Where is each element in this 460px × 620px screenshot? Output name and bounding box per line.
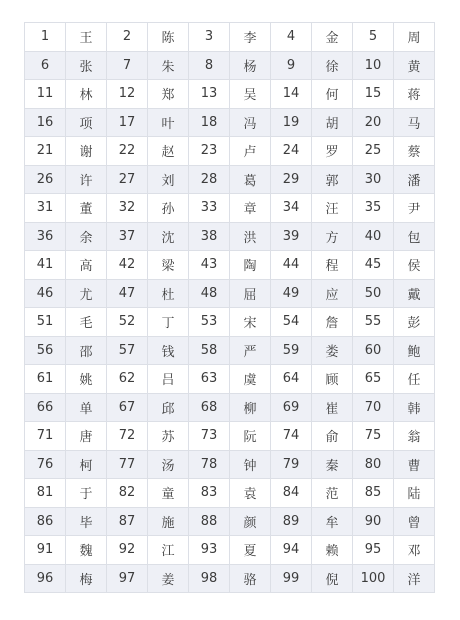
surname-cell: 项 xyxy=(66,108,107,137)
rank-number-cell: 45 xyxy=(353,251,394,280)
rank-number-cell: 90 xyxy=(353,507,394,536)
rank-number-cell: 25 xyxy=(353,137,394,166)
surname-cell: 周 xyxy=(394,23,435,52)
surname-cell: 秦 xyxy=(312,450,353,479)
surname-cell: 屈 xyxy=(230,279,271,308)
table-row xyxy=(25,393,435,422)
rank-number-cell: 78 xyxy=(189,450,230,479)
rank-number-cell: 58 xyxy=(189,336,230,365)
surname-cell: 余 xyxy=(66,222,107,251)
rank-number-cell: 17 xyxy=(107,108,148,137)
surname-cell: 严 xyxy=(230,336,271,365)
surname-cell: 崔 xyxy=(312,393,353,422)
surname-cell: 韩 xyxy=(394,393,435,422)
rank-number-cell: 96 xyxy=(25,564,66,593)
surname-cell: 高 xyxy=(66,251,107,280)
surname-cell: 洪 xyxy=(230,222,271,251)
surname-cell: 张 xyxy=(66,51,107,80)
rank-number-cell: 56 xyxy=(25,336,66,365)
rank-number-cell: 40 xyxy=(353,222,394,251)
surname-cell: 柳 xyxy=(230,393,271,422)
surname-cell: 侯 xyxy=(394,251,435,280)
surname-cell: 朱 xyxy=(148,51,189,80)
rank-number-cell: 71 xyxy=(25,422,66,451)
table-row xyxy=(25,51,435,80)
rank-number-cell: 83 xyxy=(189,479,230,508)
surname-cell: 虞 xyxy=(230,365,271,394)
surname-cell: 何 xyxy=(312,80,353,109)
surname-cell: 金 xyxy=(312,23,353,52)
rank-number-cell: 5 xyxy=(353,23,394,52)
rank-number-cell: 60 xyxy=(353,336,394,365)
surname-cell: 江 xyxy=(148,536,189,565)
surname-cell: 鲍 xyxy=(394,336,435,365)
rank-number-cell: 23 xyxy=(189,137,230,166)
table-row xyxy=(25,422,435,451)
surname-cell: 杨 xyxy=(230,51,271,80)
table-row xyxy=(25,308,435,337)
rank-number-cell: 61 xyxy=(25,365,66,394)
surname-cell: 梁 xyxy=(148,251,189,280)
rank-number-cell: 19 xyxy=(271,108,312,137)
surname-cell: 施 xyxy=(148,507,189,536)
surname-cell: 任 xyxy=(394,365,435,394)
table-row xyxy=(25,564,435,593)
rank-number-cell: 13 xyxy=(189,80,230,109)
table-row xyxy=(25,23,435,52)
rank-number-cell: 11 xyxy=(25,80,66,109)
surname-cell: 牟 xyxy=(312,507,353,536)
surname-cell: 唐 xyxy=(66,422,107,451)
surname-cell: 孙 xyxy=(148,194,189,223)
rank-number-cell: 69 xyxy=(271,393,312,422)
surname-cell: 方 xyxy=(312,222,353,251)
surname-cell: 许 xyxy=(66,165,107,194)
table-row xyxy=(25,479,435,508)
rank-number-cell: 95 xyxy=(353,536,394,565)
surname-cell: 董 xyxy=(66,194,107,223)
rank-number-cell: 67 xyxy=(107,393,148,422)
surname-cell: 曹 xyxy=(394,450,435,479)
surname-cell: 钟 xyxy=(230,450,271,479)
surname-cell: 叶 xyxy=(148,108,189,137)
rank-number-cell: 35 xyxy=(353,194,394,223)
surname-cell: 洋 xyxy=(394,564,435,593)
surname-cell: 郑 xyxy=(148,80,189,109)
rank-number-cell: 21 xyxy=(25,137,66,166)
table-row xyxy=(25,536,435,565)
rank-number-cell: 9 xyxy=(271,51,312,80)
rank-number-cell: 15 xyxy=(353,80,394,109)
surname-cell: 阮 xyxy=(230,422,271,451)
rank-number-cell: 50 xyxy=(353,279,394,308)
rank-number-cell: 18 xyxy=(189,108,230,137)
rank-number-cell: 92 xyxy=(107,536,148,565)
surname-cell: 柯 xyxy=(66,450,107,479)
table-row xyxy=(25,194,435,223)
rank-number-cell: 48 xyxy=(189,279,230,308)
table-body xyxy=(25,23,435,593)
rank-number-cell: 27 xyxy=(107,165,148,194)
rank-number-cell: 72 xyxy=(107,422,148,451)
rank-number-cell: 94 xyxy=(271,536,312,565)
surname-cell: 林 xyxy=(66,80,107,109)
rank-number-cell: 87 xyxy=(107,507,148,536)
rank-number-cell: 22 xyxy=(107,137,148,166)
rank-number-cell: 81 xyxy=(25,479,66,508)
rank-number-cell: 28 xyxy=(189,165,230,194)
rank-number-cell: 82 xyxy=(107,479,148,508)
surname-cell: 徐 xyxy=(312,51,353,80)
rank-number-cell: 34 xyxy=(271,194,312,223)
surname-cell: 魏 xyxy=(66,536,107,565)
rank-number-cell: 51 xyxy=(25,308,66,337)
surname-cell: 袁 xyxy=(230,479,271,508)
surname-cell: 汤 xyxy=(148,450,189,479)
table-row xyxy=(25,80,435,109)
surname-cell: 冯 xyxy=(230,108,271,137)
surname-cell: 钱 xyxy=(148,336,189,365)
rank-number-cell: 29 xyxy=(271,165,312,194)
rank-number-cell: 100 xyxy=(353,564,394,593)
table-row xyxy=(25,279,435,308)
surname-cell: 卢 xyxy=(230,137,271,166)
rank-number-cell: 37 xyxy=(107,222,148,251)
rank-number-cell: 73 xyxy=(189,422,230,451)
rank-number-cell: 7 xyxy=(107,51,148,80)
rank-number-cell: 65 xyxy=(353,365,394,394)
surname-cell: 胡 xyxy=(312,108,353,137)
rank-number-cell: 97 xyxy=(107,564,148,593)
surname-cell: 陶 xyxy=(230,251,271,280)
table-row xyxy=(25,450,435,479)
rank-number-cell: 53 xyxy=(189,308,230,337)
surname-cell: 潘 xyxy=(394,165,435,194)
rank-number-cell: 31 xyxy=(25,194,66,223)
rank-number-cell: 30 xyxy=(353,165,394,194)
rank-number-cell: 39 xyxy=(271,222,312,251)
surname-cell: 于 xyxy=(66,479,107,508)
rank-number-cell: 4 xyxy=(271,23,312,52)
rank-number-cell: 3 xyxy=(189,23,230,52)
table-row xyxy=(25,222,435,251)
surname-cell: 蒋 xyxy=(394,80,435,109)
rank-number-cell: 46 xyxy=(25,279,66,308)
rank-number-cell: 43 xyxy=(189,251,230,280)
surname-cell: 邵 xyxy=(66,336,107,365)
surname-cell: 汪 xyxy=(312,194,353,223)
rank-number-cell: 32 xyxy=(107,194,148,223)
rank-number-cell: 91 xyxy=(25,536,66,565)
rank-number-cell: 86 xyxy=(25,507,66,536)
rank-number-cell: 49 xyxy=(271,279,312,308)
surname-cell: 郭 xyxy=(312,165,353,194)
table-row xyxy=(25,507,435,536)
rank-number-cell: 64 xyxy=(271,365,312,394)
surname-cell: 顾 xyxy=(312,365,353,394)
surname-cell: 梅 xyxy=(66,564,107,593)
surname-cell: 翁 xyxy=(394,422,435,451)
surname-cell: 应 xyxy=(312,279,353,308)
surname-cell: 谢 xyxy=(66,137,107,166)
rank-number-cell: 88 xyxy=(189,507,230,536)
surname-cell: 杜 xyxy=(148,279,189,308)
rank-number-cell: 41 xyxy=(25,251,66,280)
rank-number-cell: 75 xyxy=(353,422,394,451)
surname-cell: 王 xyxy=(66,23,107,52)
table-row xyxy=(25,336,435,365)
rank-number-cell: 79 xyxy=(271,450,312,479)
surname-cell: 苏 xyxy=(148,422,189,451)
surname-cell: 黄 xyxy=(394,51,435,80)
rank-number-cell: 52 xyxy=(107,308,148,337)
rank-number-cell: 38 xyxy=(189,222,230,251)
surname-cell: 宋 xyxy=(230,308,271,337)
rank-number-cell: 89 xyxy=(271,507,312,536)
rank-number-cell: 59 xyxy=(271,336,312,365)
surname-cell: 姜 xyxy=(148,564,189,593)
rank-number-cell: 8 xyxy=(189,51,230,80)
surname-cell: 尹 xyxy=(394,194,435,223)
rank-number-cell: 12 xyxy=(107,80,148,109)
surname-cell: 刘 xyxy=(148,165,189,194)
surname-cell: 童 xyxy=(148,479,189,508)
rank-number-cell: 77 xyxy=(107,450,148,479)
surname-cell: 曾 xyxy=(394,507,435,536)
surname-cell: 李 xyxy=(230,23,271,52)
surname-cell: 毛 xyxy=(66,308,107,337)
rank-number-cell: 80 xyxy=(353,450,394,479)
surname-cell: 尤 xyxy=(66,279,107,308)
rank-number-cell: 24 xyxy=(271,137,312,166)
rank-number-cell: 1 xyxy=(25,23,66,52)
rank-number-cell: 76 xyxy=(25,450,66,479)
surname-cell: 范 xyxy=(312,479,353,508)
surname-cell: 戴 xyxy=(394,279,435,308)
rank-number-cell: 63 xyxy=(189,365,230,394)
surname-cell: 邱 xyxy=(148,393,189,422)
surname-cell: 章 xyxy=(230,194,271,223)
surname-cell: 陈 xyxy=(148,23,189,52)
table-row xyxy=(25,251,435,280)
rank-number-cell: 84 xyxy=(271,479,312,508)
rank-number-cell: 20 xyxy=(353,108,394,137)
surname-cell: 颜 xyxy=(230,507,271,536)
surname-cell: 邓 xyxy=(394,536,435,565)
table-row xyxy=(25,137,435,166)
surname-cell: 娄 xyxy=(312,336,353,365)
rank-number-cell: 42 xyxy=(107,251,148,280)
surname-cell: 骆 xyxy=(230,564,271,593)
surname-cell: 吴 xyxy=(230,80,271,109)
surname-cell: 程 xyxy=(312,251,353,280)
table-row xyxy=(25,108,435,137)
table-row xyxy=(25,165,435,194)
surname-cell: 彭 xyxy=(394,308,435,337)
surname-cell: 姚 xyxy=(66,365,107,394)
surname-ranking-table xyxy=(24,22,435,593)
rank-number-cell: 66 xyxy=(25,393,66,422)
surname-cell: 包 xyxy=(394,222,435,251)
rank-number-cell: 26 xyxy=(25,165,66,194)
rank-number-cell: 85 xyxy=(353,479,394,508)
rank-number-cell: 36 xyxy=(25,222,66,251)
rank-number-cell: 54 xyxy=(271,308,312,337)
surname-cell: 单 xyxy=(66,393,107,422)
surname-cell: 赵 xyxy=(148,137,189,166)
rank-number-cell: 14 xyxy=(271,80,312,109)
rank-number-cell: 93 xyxy=(189,536,230,565)
rank-number-cell: 62 xyxy=(107,365,148,394)
surname-cell: 葛 xyxy=(230,165,271,194)
surname-cell: 丁 xyxy=(148,308,189,337)
surname-cell: 蔡 xyxy=(394,137,435,166)
rank-number-cell: 10 xyxy=(353,51,394,80)
rank-number-cell: 57 xyxy=(107,336,148,365)
surname-cell: 罗 xyxy=(312,137,353,166)
rank-number-cell: 55 xyxy=(353,308,394,337)
surname-cell: 毕 xyxy=(66,507,107,536)
rank-number-cell: 98 xyxy=(189,564,230,593)
rank-number-cell: 99 xyxy=(271,564,312,593)
surname-cell: 吕 xyxy=(148,365,189,394)
surname-cell: 倪 xyxy=(312,564,353,593)
rank-number-cell: 33 xyxy=(189,194,230,223)
surname-ranking-table-container xyxy=(24,22,435,593)
rank-number-cell: 2 xyxy=(107,23,148,52)
rank-number-cell: 16 xyxy=(25,108,66,137)
surname-cell: 马 xyxy=(394,108,435,137)
table-row xyxy=(25,365,435,394)
rank-number-cell: 6 xyxy=(25,51,66,80)
rank-number-cell: 74 xyxy=(271,422,312,451)
surname-cell: 陆 xyxy=(394,479,435,508)
rank-number-cell: 47 xyxy=(107,279,148,308)
rank-number-cell: 70 xyxy=(353,393,394,422)
rank-number-cell: 68 xyxy=(189,393,230,422)
surname-cell: 詹 xyxy=(312,308,353,337)
surname-cell: 夏 xyxy=(230,536,271,565)
surname-cell: 俞 xyxy=(312,422,353,451)
surname-cell: 沈 xyxy=(148,222,189,251)
rank-number-cell: 44 xyxy=(271,251,312,280)
surname-cell: 赖 xyxy=(312,536,353,565)
